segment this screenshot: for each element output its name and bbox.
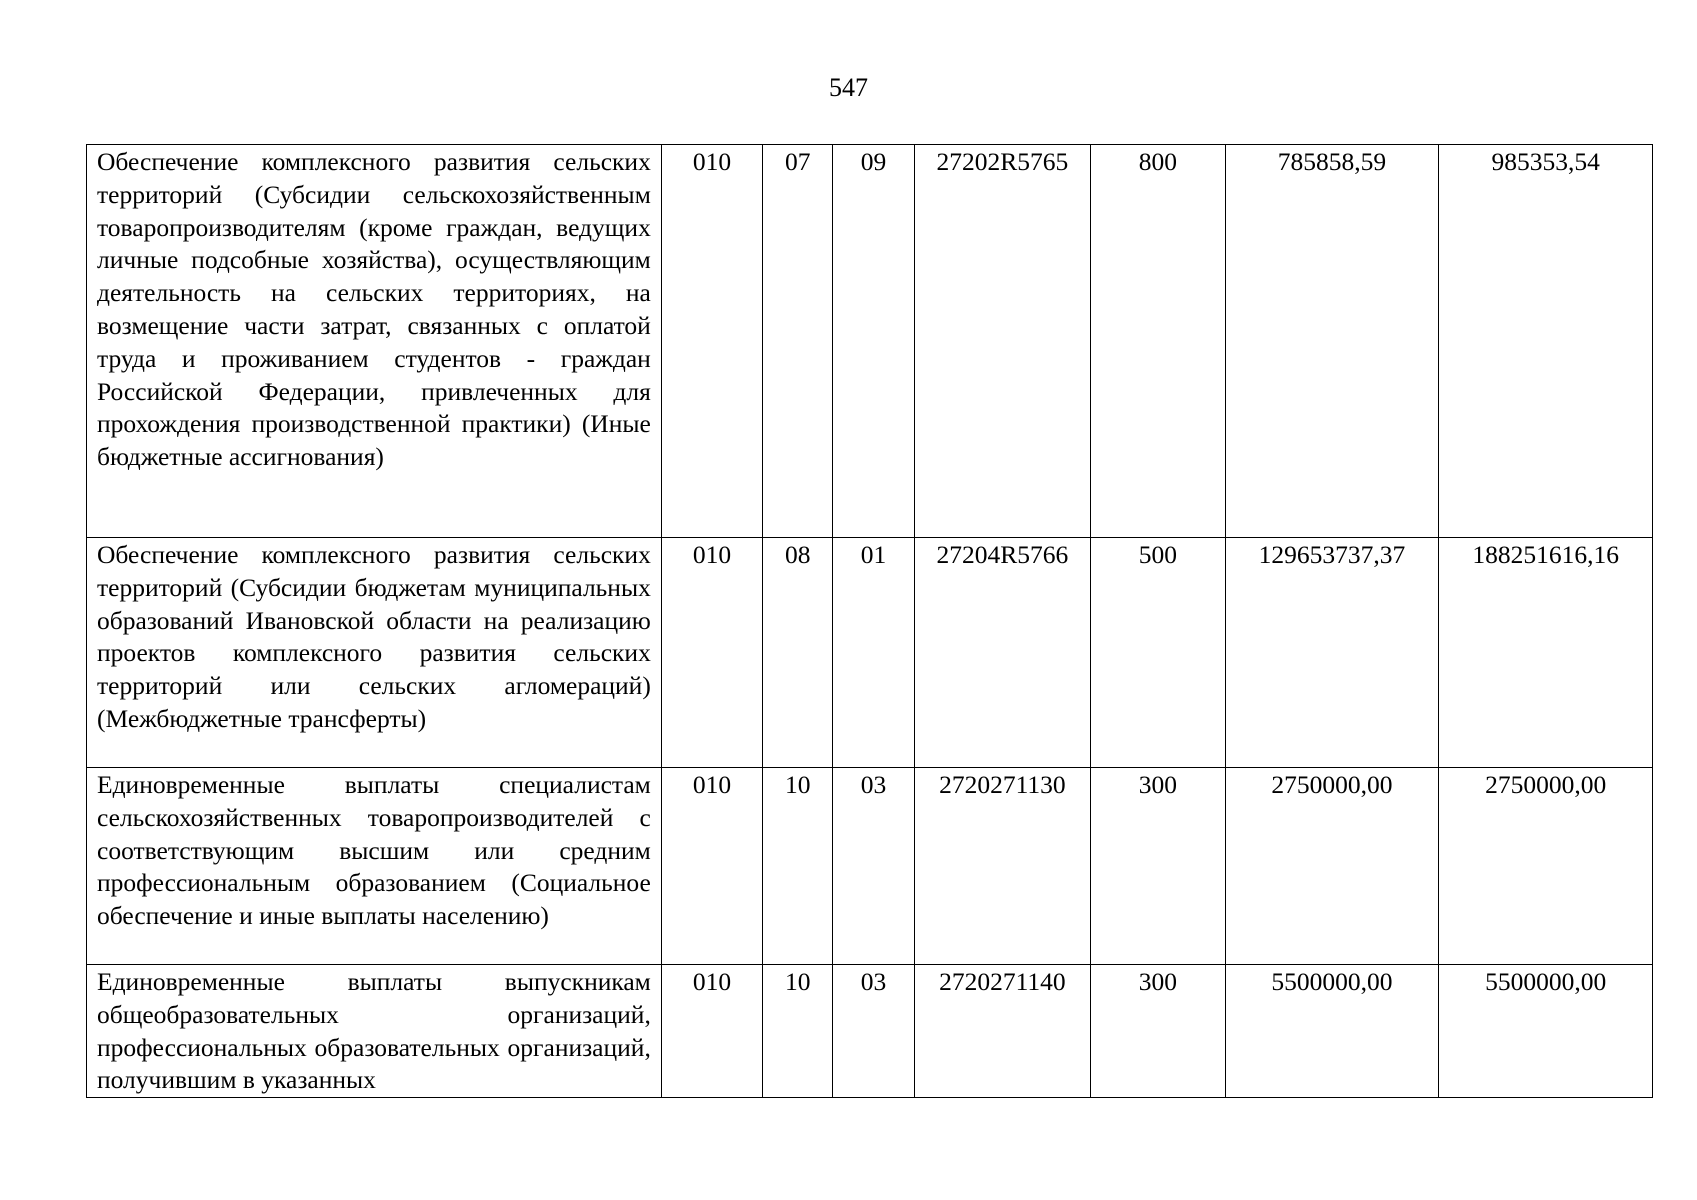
amount-first-year: 2750000,00 [1225,768,1439,965]
target-article-code: 27202R5765 [914,145,1091,538]
target-article-code: 2720271140 [914,965,1091,1098]
amount-second-year: 2750000,00 [1439,768,1653,965]
page-number: 547 [829,73,868,102]
target-article-code: 27204R5766 [914,538,1091,768]
expense-description: Обеспечение комплексного развития сельских территорий (Субсидии сельскохозяйственным товаропроизводителям (кроме граждан, ведущих личные подсобные хозяйства), осуществляющим деятельность на сельских территориях, на возмещение части затрат, связанных с оплатой труда и проживанием студентов - граждан Российской Федерации, привлеченных для прохождения производственной практики) (Иные бюджетные ассигнования) [87,145,662,538]
amount-second-year: 188251616,16 [1439,538,1653,768]
table-row [87,965,1653,1098]
amount-first-year: 785858,59 [1225,145,1439,538]
amount-first-year: 129653737,37 [1225,538,1439,768]
amount-first-year: 5500000,00 [1225,965,1439,1098]
expense-description: Единовременные выплаты выпускникам общеобразовательных организаций, профессиональных образовательных организаций, получившим в указанных [87,965,662,1098]
subsection-code: 09 [833,145,914,538]
section-code: 10 [763,768,833,965]
amount-second-year: 985353,54 [1439,145,1653,538]
table-row [87,768,1653,965]
expense-type-code: 500 [1091,538,1225,768]
ministry-code: 010 [661,145,762,538]
table-row [87,145,1653,538]
expense-type-code: 300 [1091,768,1225,965]
section-code: 10 [763,965,833,1098]
ministry-code: 010 [661,538,762,768]
subsection-code: 01 [833,538,914,768]
expense-type-code: 300 [1091,965,1225,1098]
expense-description: Единовременные выплаты специалистам сельскохозяйственных товаропроизводителей с соответствующим высшим или средним профессиональным образованием (Социальное обеспечение и иные выплаты населению) [87,768,662,965]
expense-description: Обеспечение комплексного развития сельских территорий (Субсидии бюджетам муниципальных образований Ивановской области на реализацию проектов комплексного развития сельских территорий или сельских агломераций) (Межбюджетные трансферты) [87,538,662,768]
section-code: 07 [763,145,833,538]
ministry-code: 010 [661,768,762,965]
table-row [87,538,1653,768]
subsection-code: 03 [833,768,914,965]
budget-expenditure-table [86,144,1653,1098]
amount-second-year: 5500000,00 [1439,965,1653,1098]
target-article-code: 2720271130 [914,768,1091,965]
subsection-code: 03 [833,965,914,1098]
section-code: 08 [763,538,833,768]
expense-type-code: 800 [1091,145,1225,538]
ministry-code: 010 [661,965,762,1098]
